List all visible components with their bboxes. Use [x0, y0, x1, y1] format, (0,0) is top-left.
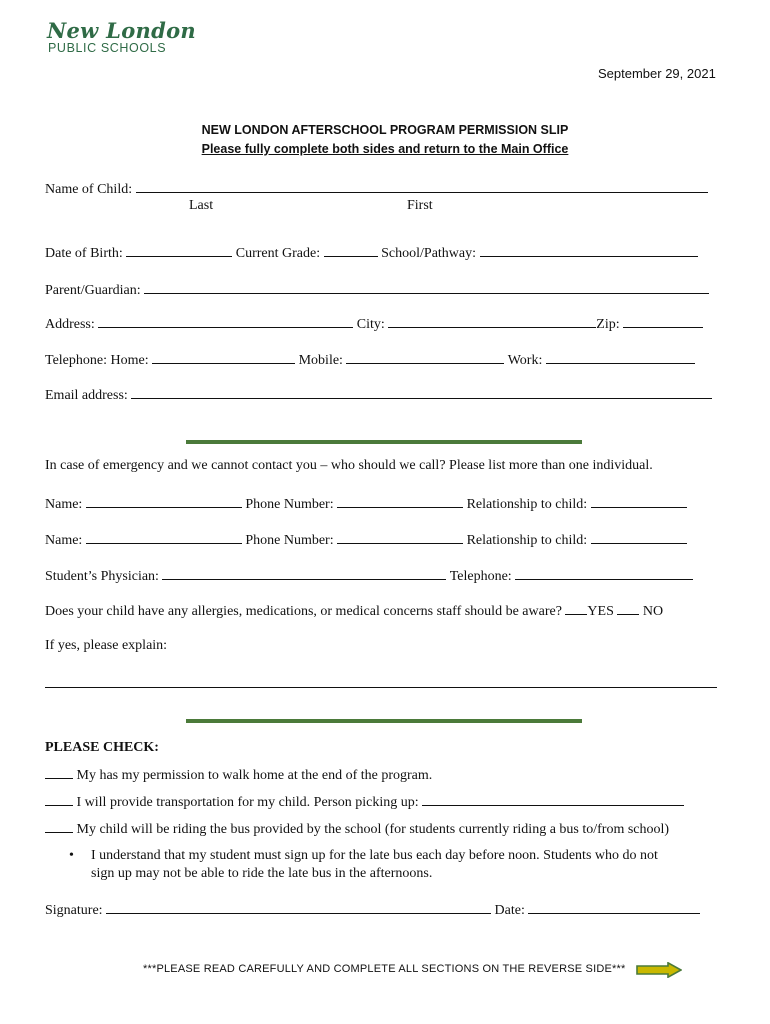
bullet-dot: •	[69, 848, 74, 863]
contact-phone-field[interactable]	[337, 531, 463, 544]
check-option-bus	[45, 820, 669, 838]
transport-checkbox-line[interactable]	[45, 793, 73, 806]
contact-relationship-field[interactable]	[591, 495, 687, 508]
emergency-instructions: In case of emergency and we cannot contact you – who should we call? Please list more than one individual.	[45, 458, 653, 473]
logo-title: New London	[47, 18, 196, 43]
email-label: Email address:	[45, 388, 128, 403]
mobile-label: Mobile:	[298, 353, 343, 368]
dob-field[interactable]	[126, 244, 232, 257]
zip-field[interactable]	[623, 315, 703, 328]
contact-relationship-label: Relationship to child:	[466, 497, 588, 512]
check-option-walk	[45, 766, 432, 784]
right-arrow-icon	[636, 962, 682, 978]
address-label: Address:	[45, 317, 95, 332]
late-bus-note-line-2: sign up may not be able to ride the late bus in the afternoons.	[91, 866, 433, 881]
grade-field[interactable]	[324, 244, 378, 257]
school-field[interactable]	[480, 244, 698, 257]
email-row	[45, 386, 712, 404]
walk-option-label: My has my permission to walk home at the end of the program.	[76, 768, 433, 783]
form-title: NEW LONDON AFTERSCHOOL PROGRAM PERMISSION SLIP	[201, 123, 569, 137]
name-of-child-row	[45, 180, 708, 198]
guardian-row	[45, 281, 709, 299]
signature-row	[45, 901, 700, 919]
logo-subtitle: PUBLIC SCHOOLS	[48, 41, 167, 55]
name-of-child-label: Name of Child:	[45, 182, 133, 197]
city-label: City:	[356, 317, 385, 332]
transport-option-label: I will provide transportation for my child. Person picking up:	[76, 795, 419, 810]
first-caption: First	[407, 198, 433, 213]
allergies-row	[45, 602, 663, 620]
dob-label: Date of Birth:	[45, 246, 123, 261]
physician-telephone-field[interactable]	[515, 567, 693, 580]
contact-relationship-field[interactable]	[591, 531, 687, 544]
reverse-side-notice: ***PLEASE READ CAREFULLY AND COMPLETE ALL SECTIONS ON THE REVERSE SIDE***	[143, 963, 626, 975]
bus-option-label: My child will be riding the bus provided by the school (for students currently riding a bus to/from school)	[76, 822, 670, 837]
contact-name-label: Name:	[45, 533, 83, 548]
section-divider	[186, 719, 582, 723]
zip-label: Zip:	[596, 317, 620, 332]
physician-telephone-label: Telephone:	[449, 569, 512, 584]
tel-home-label: Telephone: Home:	[45, 353, 149, 368]
check-option-transport	[45, 793, 684, 811]
mobile-field[interactable]	[346, 351, 504, 364]
explain-field[interactable]	[45, 687, 717, 688]
contact-name-label: Name:	[45, 497, 83, 512]
signature-label: Signature:	[45, 903, 103, 918]
bus-checkbox-line[interactable]	[45, 820, 73, 833]
late-bus-note-line-1: I understand that my student must sign up for the late bus each day before noon. Students who do not	[91, 848, 658, 863]
walk-checkbox-line[interactable]	[45, 766, 73, 779]
address-field[interactable]	[98, 315, 353, 328]
no-checkbox-line[interactable]	[617, 602, 639, 615]
no-label: NO	[642, 604, 664, 619]
please-check-heading: PLEASE CHECK:	[45, 740, 159, 755]
city-field[interactable]	[388, 315, 596, 328]
contact-name-field[interactable]	[86, 495, 242, 508]
yes-checkbox-line[interactable]	[565, 602, 587, 615]
section-divider	[186, 440, 582, 444]
person-picking-up-field[interactable]	[422, 793, 684, 806]
work-label: Work:	[507, 353, 543, 368]
explain-label: If yes, please explain:	[45, 638, 168, 653]
contact-name-field[interactable]	[86, 531, 242, 544]
guardian-label: Parent/Guardian:	[45, 283, 141, 298]
email-field[interactable]	[131, 386, 712, 399]
last-caption: Last	[189, 198, 214, 213]
contact-phone-label: Phone Number:	[245, 497, 334, 512]
work-field[interactable]	[546, 351, 695, 364]
signature-field[interactable]	[106, 901, 491, 914]
contact-phone-label: Phone Number:	[245, 533, 334, 548]
yes-label: YES	[587, 604, 614, 619]
emergency-contact-row-1	[45, 495, 687, 513]
physician-row	[45, 567, 693, 585]
school-label: School/Pathway:	[381, 246, 477, 261]
telephone-row	[45, 351, 695, 369]
guardian-field[interactable]	[144, 281, 709, 294]
allergies-question: Does your child have any allergies, medications, or medical concerns staff should be aware?	[45, 604, 562, 619]
address-row	[45, 315, 703, 333]
physician-label: Student’s Physician:	[45, 569, 159, 584]
contact-phone-field[interactable]	[337, 495, 463, 508]
tel-home-field[interactable]	[152, 351, 295, 364]
dob-row	[45, 244, 698, 262]
grade-label: Current Grade:	[235, 246, 321, 261]
form-subtitle: Please fully complete both sides and return to the Main Office	[201, 142, 569, 156]
signature-date-label: Date:	[494, 903, 525, 918]
letter-date: September 29, 2021	[598, 66, 716, 81]
contact-relationship-label: Relationship to child:	[466, 533, 588, 548]
signature-date-field[interactable]	[528, 901, 700, 914]
name-of-child-field[interactable]	[136, 180, 708, 193]
physician-field[interactable]	[162, 567, 446, 580]
emergency-contact-row-2	[45, 531, 687, 549]
